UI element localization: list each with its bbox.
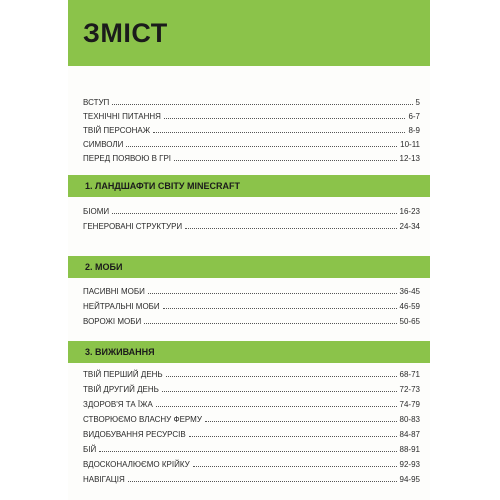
entry-pages: 5: [415, 98, 420, 107]
intro-list: [83, 95, 420, 165]
dot-leader: [148, 292, 397, 294]
entry-pages: 72-73: [399, 384, 420, 394]
section-title: 3. ВИЖИВАННЯ: [85, 347, 155, 357]
entry-label: ВОРОЖІ МОБИ: [83, 316, 142, 326]
toc-entry-hostile-mobs[interactable]: [83, 313, 420, 326]
toc-page: [68, 0, 430, 500]
dot-leader: [144, 322, 396, 324]
entry-label: НАВІГАЦІЯ: [83, 475, 125, 485]
entry-label: ПЕРЕД ПОЯВОЮ В ГРІ: [83, 154, 172, 163]
entry-label: ТЕХНІЧНІ ПИТАННЯ: [83, 112, 161, 121]
section-title: 1. ЛАНДШАФТИ СВІТУ MINECRAFT: [85, 181, 240, 191]
entry-label: ВДОСКОНАЛЮЄМО КРІЙКУ: [83, 460, 190, 470]
page-title: ЗМІСТ: [83, 18, 168, 48]
entry-label: ВИДОБУВАННЯ РЕСУРСІВ: [83, 429, 186, 439]
entry-label: ТВІЙ ПЕРШИЙ ДЕНЬ: [83, 369, 163, 379]
entry-pages: 10-11: [400, 140, 420, 149]
entry-pages: 24-34: [399, 221, 420, 231]
toc-entry-symbols[interactable]: [83, 137, 420, 149]
entry-label: НЕЙТРАЛЬНІ МОБИ: [83, 301, 160, 311]
entry-label: ГЕНЕРОВАНІ СТРУКТУРИ: [83, 221, 183, 231]
entry-pages: 46-59: [399, 301, 420, 311]
entry-pages: 80-83: [399, 414, 420, 424]
dot-leader: [166, 375, 397, 377]
header-band: [68, 0, 430, 66]
dot-leader: [185, 227, 396, 229]
entry-pages: 68-71: [399, 369, 420, 379]
dot-leader: [163, 307, 397, 309]
dot-leader: [99, 450, 396, 452]
toc-entry-improve[interactable]: [83, 457, 420, 470]
toc-entry-before-game[interactable]: [83, 151, 420, 163]
dot-leader: [205, 420, 397, 422]
toc-entry-farm[interactable]: [83, 411, 420, 424]
section-mobs-list: [83, 283, 420, 328]
entry-pages: 74-79: [399, 399, 420, 409]
entry-label: ТВІЙ ПЕРСОНАЖ: [83, 126, 151, 135]
dot-leader: [112, 103, 412, 105]
dot-leader: [153, 131, 405, 133]
toc-entry-biomes[interactable]: [83, 203, 420, 216]
dot-leader: [189, 435, 397, 437]
section-header-survival: [68, 341, 430, 363]
dot-leader: [174, 159, 397, 161]
entry-label: СТВОРЮЄМО ВЛАСНУ ФЕРМУ: [83, 414, 202, 424]
section-title: 2. МОБИ: [85, 262, 123, 272]
dot-leader: [193, 465, 397, 467]
entry-pages: 50-65: [399, 316, 420, 326]
dot-leader: [164, 117, 406, 119]
entry-pages: 84-87: [399, 429, 420, 439]
dot-leader: [128, 480, 397, 482]
toc-entry-technical[interactable]: [83, 109, 420, 121]
section-header-landscapes: [68, 175, 430, 197]
section-survival-list: [83, 366, 420, 487]
entry-pages: 6-7: [408, 112, 420, 121]
toc-entry-character[interactable]: [83, 123, 420, 135]
toc-entry-passive-mobs[interactable]: [83, 283, 420, 296]
entry-label: ВСТУП: [83, 98, 110, 107]
toc-entry-intro[interactable]: [83, 95, 420, 107]
section-header-mobs: [68, 256, 430, 278]
entry-label: БІЙ: [83, 444, 97, 454]
entry-label: БІОМИ: [83, 206, 110, 216]
entry-label: СИМВОЛИ: [83, 140, 124, 149]
entry-pages: 8-9: [408, 126, 420, 135]
toc-entry-combat[interactable]: [83, 441, 420, 454]
toc-entry-neutral-mobs[interactable]: [83, 298, 420, 311]
toc-entry-structures[interactable]: [83, 218, 420, 231]
entry-pages: 16-23: [399, 206, 420, 216]
entry-label: ПАСИВНІ МОБИ: [83, 286, 145, 296]
entry-label: ТВІЙ ДРУГИЙ ДЕНЬ: [83, 384, 159, 394]
entry-pages: 92-93: [399, 460, 420, 470]
dot-leader: [162, 390, 397, 392]
entry-pages: 88-91: [399, 444, 420, 454]
entry-label: ЗДОРОВ'Я ТА ЇЖА: [83, 399, 153, 409]
toc-entry-health-food[interactable]: [83, 396, 420, 409]
dot-leader: [156, 405, 397, 407]
toc-entry-navigation[interactable]: [83, 472, 420, 485]
entry-pages: 12-13: [399, 154, 420, 163]
entry-pages: 94-95: [399, 475, 420, 485]
dot-leader: [126, 145, 397, 147]
toc-entry-second-day[interactable]: [83, 381, 420, 394]
toc-entry-first-day[interactable]: [83, 366, 420, 379]
dot-leader: [112, 212, 396, 214]
toc-entry-mining[interactable]: [83, 426, 420, 439]
entry-pages: 36-45: [399, 286, 420, 296]
section-landscapes-list: [83, 203, 420, 233]
